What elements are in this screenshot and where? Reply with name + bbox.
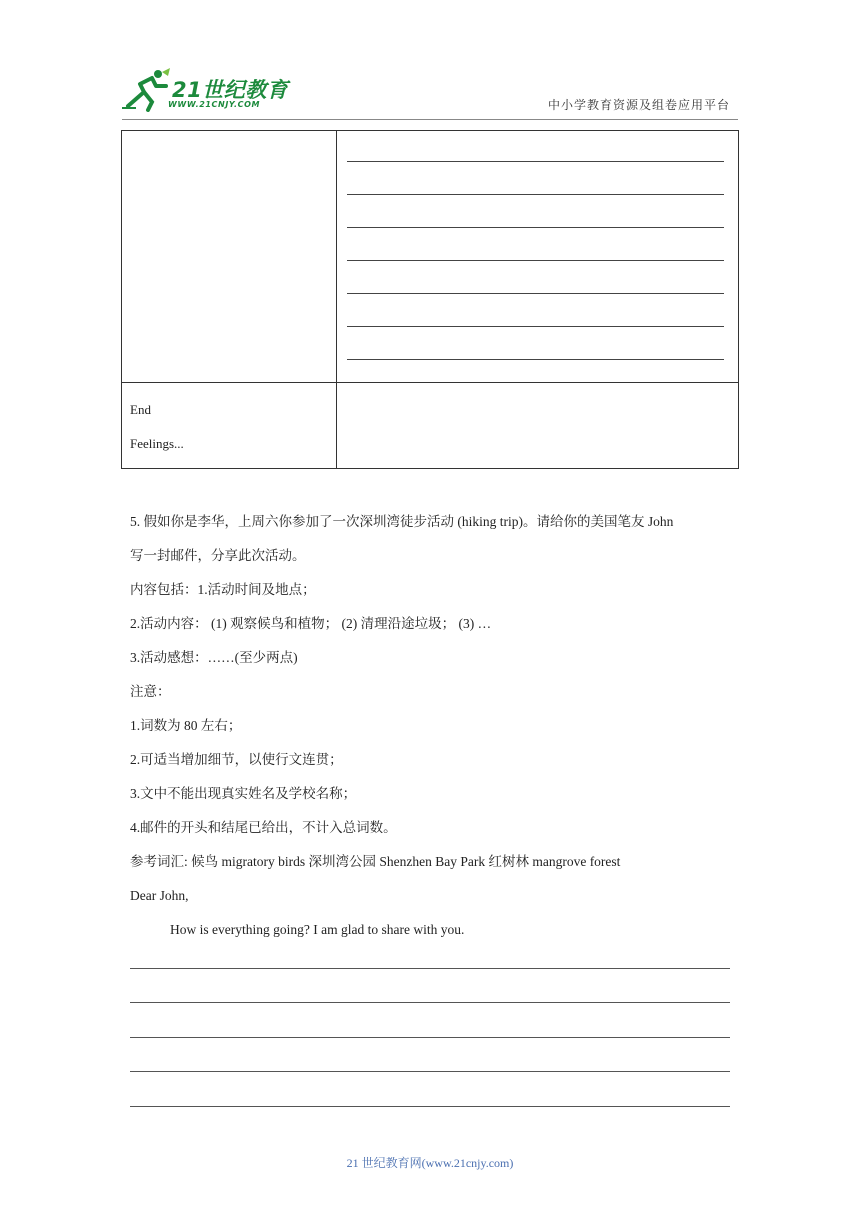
writing-line[interactable]: [347, 294, 724, 327]
writing-line[interactable]: [347, 327, 724, 360]
runner-logo-icon: [122, 68, 172, 112]
writing-line[interactable]: [347, 195, 724, 228]
writing-line[interactable]: [347, 228, 724, 261]
answer-line[interactable]: [130, 1038, 730, 1073]
writing-line[interactable]: [347, 162, 724, 195]
content-item: 3.活动感想：……(至少两点): [130, 650, 298, 665]
logo-text: 21世纪教育: [172, 78, 289, 102]
table-writing-cell: [337, 131, 739, 383]
task-prompt-line: 写一封邮件，分享此次活动。: [130, 548, 306, 563]
table-writing-cell[interactable]: [337, 383, 739, 469]
end-label: End: [130, 402, 151, 417]
writing-line[interactable]: [347, 261, 724, 294]
outline-table: [121, 130, 739, 469]
table-row: [122, 131, 739, 383]
note-item: 3.文中不能出现真实姓名及学校名称；: [130, 786, 357, 801]
vocabulary-line: 参考词汇: 候鸟 migratory birds 深圳湾公园 Shenzhen Bay Park 红树林 mangrove forest: [130, 854, 621, 869]
note-item: 1.词数为 80 左右；: [130, 718, 242, 733]
feelings-label: Feelings...: [130, 436, 184, 451]
letter-opening: How is everything going? I am glad to share with you.: [170, 922, 465, 937]
logo-url: WWW.21CNJY.COM: [168, 100, 261, 109]
page-header: [0, 0, 860, 130]
header-tagline: 中小学教育资源及组卷应用平台: [547, 98, 730, 112]
notes-title: 注意：: [130, 684, 171, 699]
note-item: 4.邮件的开头和结尾已给出，不计入总词数。: [130, 820, 397, 835]
table-label-cell: [122, 383, 337, 469]
answer-line[interactable]: [130, 1003, 730, 1038]
header-divider: [122, 119, 738, 120]
answer-line[interactable]: [130, 969, 730, 1004]
note-item: 2.可适当增加细节，以使行文连贯；: [130, 752, 343, 767]
page-footer: 21 世纪教育网(www.21cnjy.com): [346, 1156, 514, 1170]
answer-line[interactable]: [130, 1072, 730, 1107]
writing-line[interactable]: [347, 131, 724, 162]
answer-area: [130, 934, 730, 1107]
task-prompt-line: 5. 假如你是李华，上周六你参加了一次深圳湾徒步活动 (hiking trip)。请给你的美国笔友 John: [130, 514, 674, 529]
answer-line[interactable]: [130, 934, 730, 969]
writing-task: [130, 505, 740, 947]
table-row: [122, 383, 739, 469]
table-label-cell: [122, 131, 337, 383]
letter-greeting: Dear John,: [130, 888, 189, 903]
logo: [122, 68, 292, 116]
content-intro: 内容包括：1.活动时间及地点；: [130, 582, 316, 597]
content-item: 2.活动内容： (1) 观察候鸟和植物； (2) 清理沿途垃圾； (3) …: [130, 616, 492, 631]
